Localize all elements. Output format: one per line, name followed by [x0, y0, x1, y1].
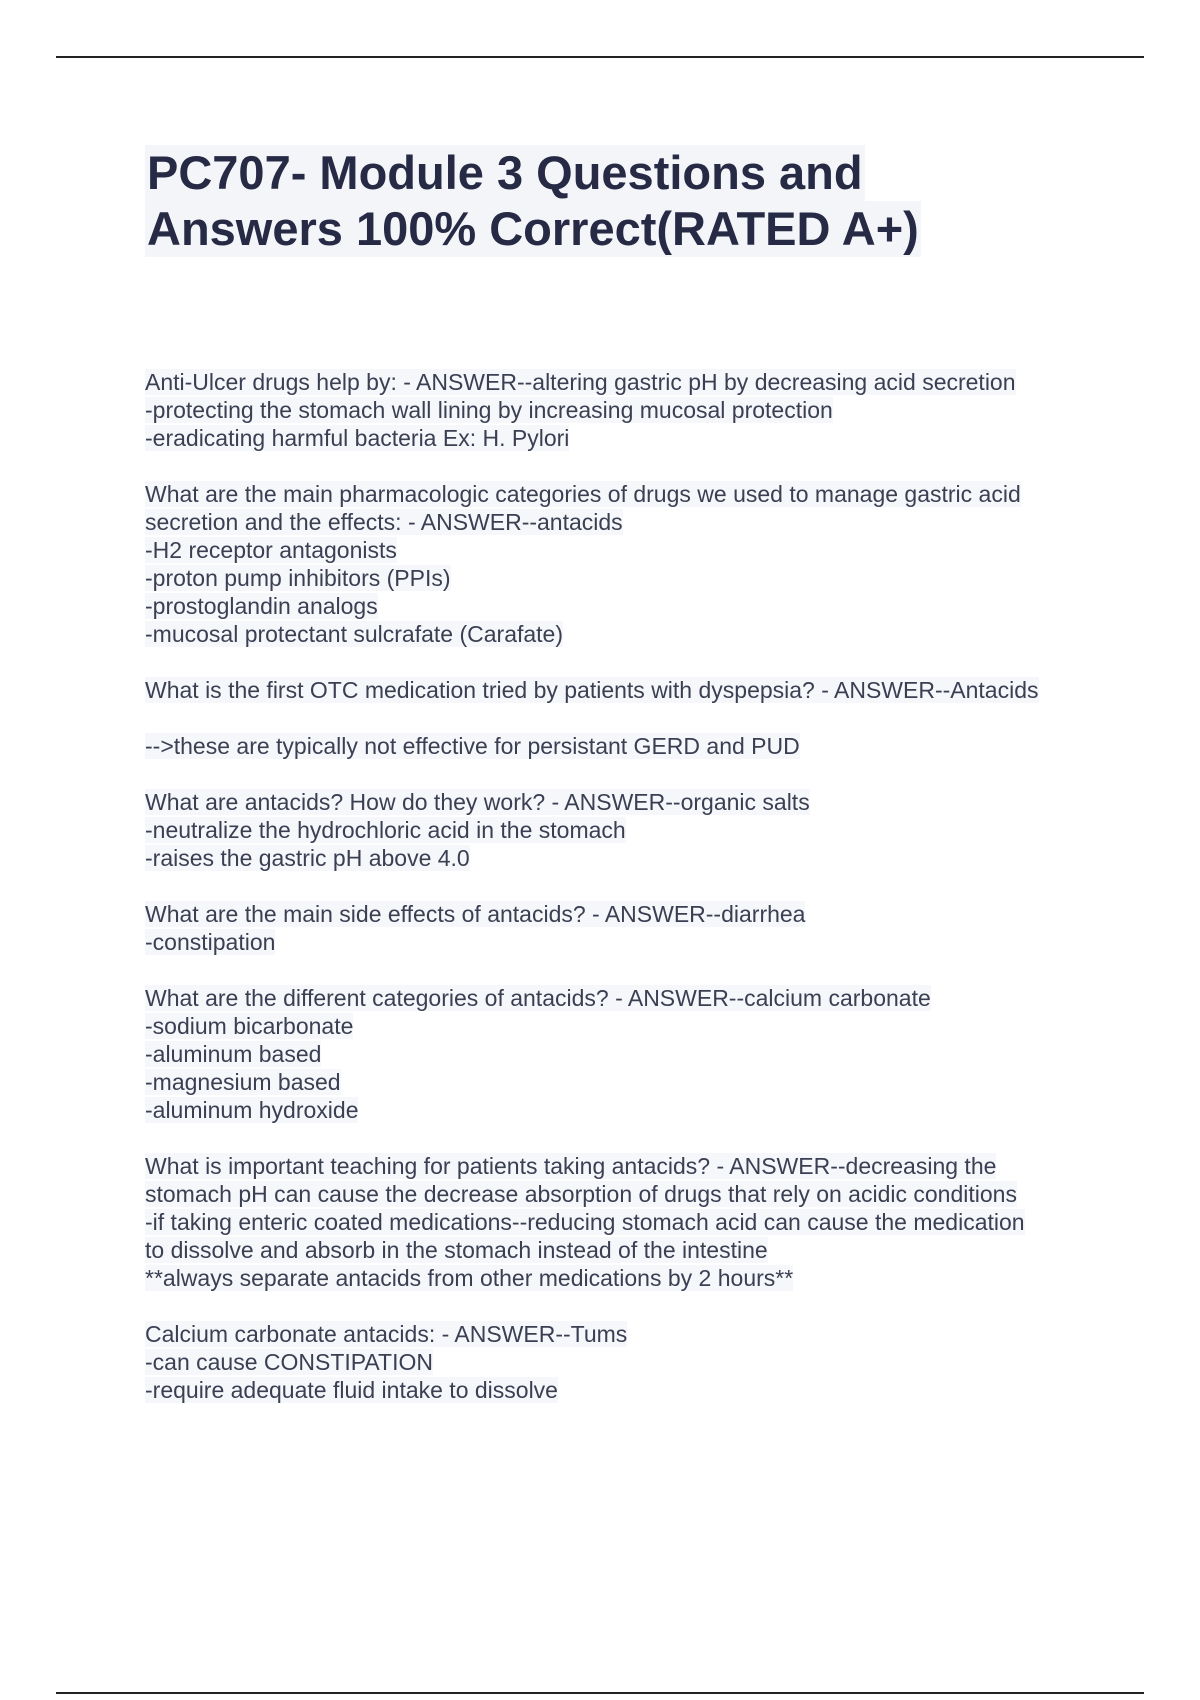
- qa-list: [145, 368, 1105, 1432]
- qa-block: [145, 984, 1105, 1124]
- qa-line: What are the main side effects of antacids? - ANSWER--diarrhea: [145, 901, 806, 927]
- qa-line: -require adequate fluid intake to dissolve: [145, 1377, 558, 1403]
- document-title: [145, 145, 1088, 257]
- header-rule: [56, 56, 1144, 58]
- qa-line: -prostoglandin analogs: [145, 593, 378, 619]
- qa-block: [145, 368, 1105, 452]
- qa-line: -mucosal protectant sulcrafate (Carafate): [145, 621, 564, 647]
- qa-line: Calcium carbonate antacids: - ANSWER--Tums: [145, 1321, 628, 1347]
- qa-line: -raises the gastric pH above 4.0: [145, 845, 470, 871]
- qa-line: -can cause CONSTIPATION: [145, 1349, 433, 1375]
- qa-line: -aluminum hydroxide: [145, 1097, 359, 1123]
- qa-line: What is important teaching for patients taking antacids? - ANSWER--decreasing the: [145, 1153, 997, 1179]
- qa-line: -protecting the stomach wall lining by increasing mucosal protection: [145, 397, 833, 423]
- qa-block: [145, 788, 1105, 872]
- qa-line: **always separate antacids from other medications by 2 hours**: [145, 1265, 794, 1291]
- qa-block: [145, 1320, 1105, 1404]
- qa-line: -neutralize the hydrochloric acid in the stomach: [145, 817, 626, 843]
- qa-line: stomach pH can cause the decrease absorption of drugs that rely on acidic conditions: [145, 1181, 1017, 1207]
- qa-line: -aluminum based: [145, 1041, 322, 1067]
- qa-block: [145, 1152, 1105, 1292]
- footer-rule: [56, 1692, 1144, 1694]
- qa-line: Anti-Ulcer drugs help by: - ANSWER--altering gastric pH by decreasing acid secretion: [145, 369, 1016, 395]
- qa-block: [145, 900, 1105, 956]
- qa-line: -eradicating harmful bacteria Ex: H. Pylori: [145, 425, 570, 451]
- qa-line: -constipation: [145, 929, 276, 955]
- title-line-1: PC707- Module 3 Questions and: [147, 146, 863, 199]
- qa-line: to dissolve and absorb in the stomach instead of the intestine: [145, 1237, 768, 1263]
- qa-block: [145, 732, 1105, 760]
- qa-line: -->these are typically not effective for persistant GERD and PUD: [145, 733, 800, 759]
- qa-line: -H2 receptor antagonists: [145, 537, 397, 563]
- qa-line: -sodium bicarbonate: [145, 1013, 354, 1039]
- qa-block: [145, 676, 1105, 704]
- qa-line: -if taking enteric coated medications--reducing stomach acid can cause the medication: [145, 1209, 1025, 1235]
- qa-line: -magnesium based: [145, 1069, 341, 1095]
- qa-line: What are the main pharmacologic categories of drugs we used to manage gastric acid: [145, 481, 1021, 507]
- qa-line: What are the different categories of antacids? - ANSWER--calcium carbonate: [145, 985, 931, 1011]
- qa-line: What is the first OTC medication tried by patients with dyspepsia? - ANSWER--Antacids: [145, 677, 1039, 703]
- qa-line: secretion and the effects: - ANSWER--antacids: [145, 509, 623, 535]
- qa-block: [145, 480, 1105, 648]
- title-line-2: Answers 100% Correct(RATED A+): [147, 202, 919, 255]
- qa-line: What are antacids? How do they work? - ANSWER--organic salts: [145, 789, 810, 815]
- qa-line: -proton pump inhibitors (PPIs): [145, 565, 451, 591]
